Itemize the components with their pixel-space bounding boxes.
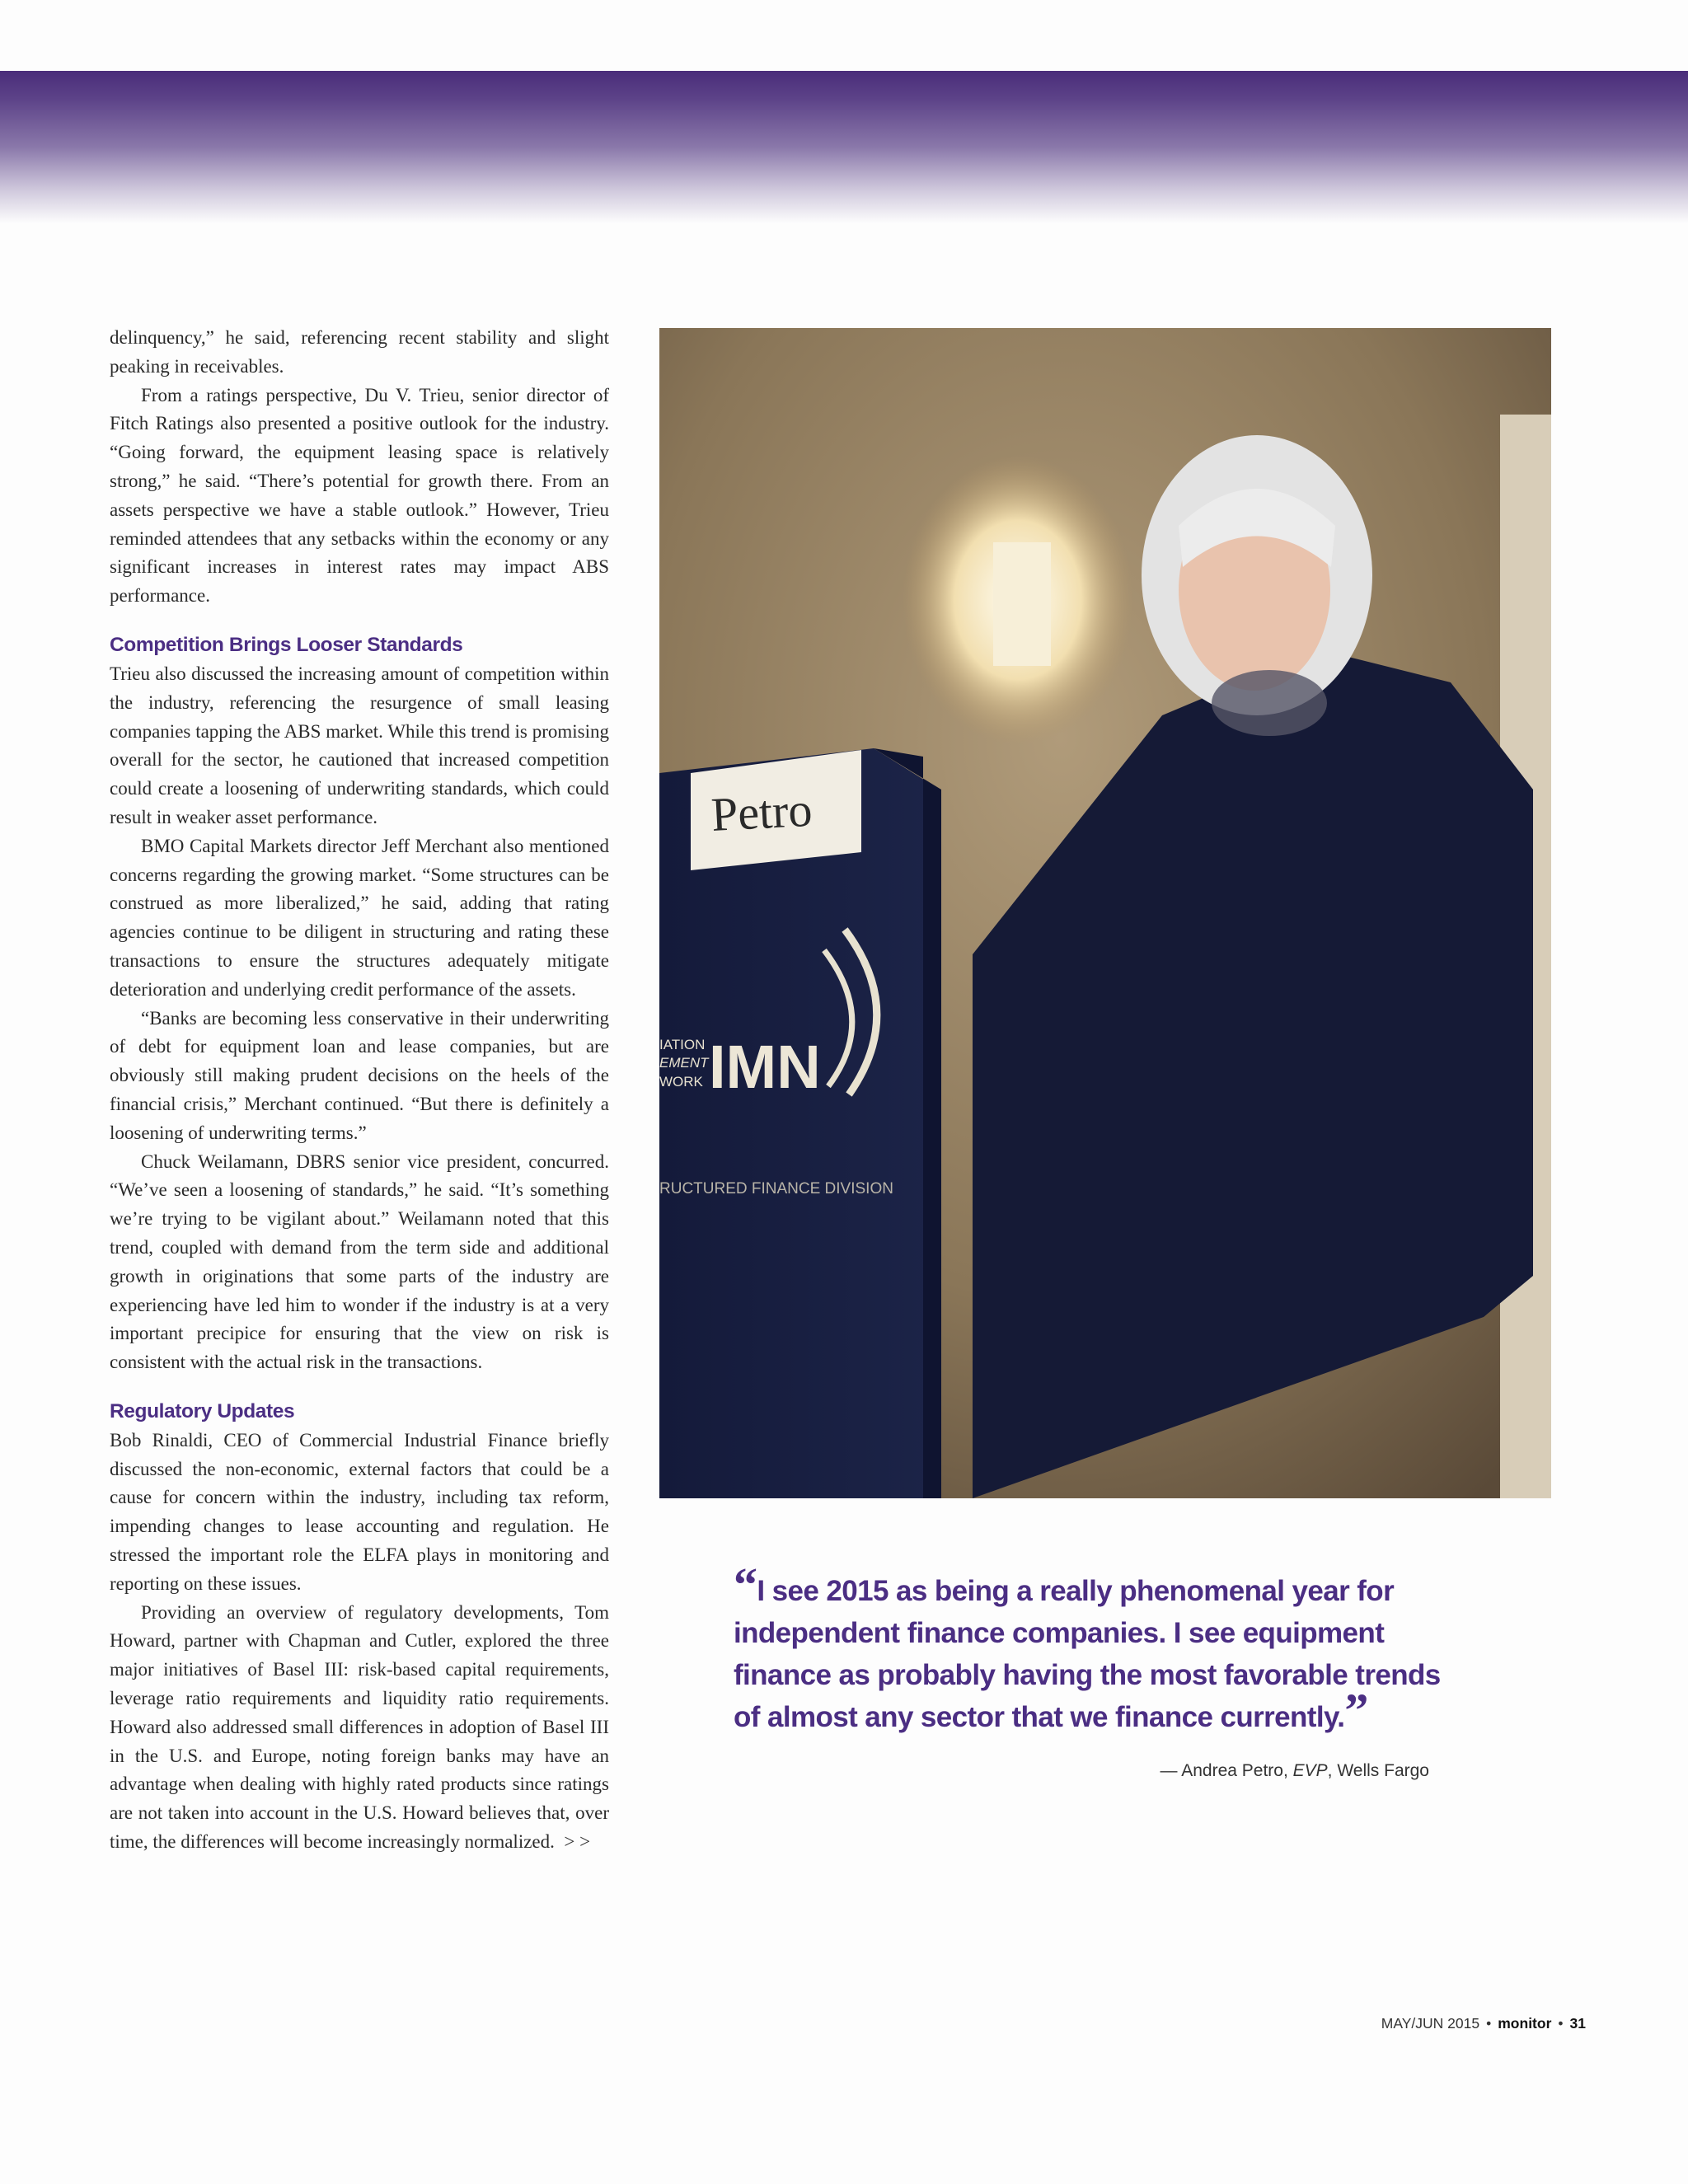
article-paragraph: Trieu also discussed the increasing amount of competition within the industry, referencing the resurgence of small leasing companies tapping the ABS market. While this trend is promising overall for the sector, he cautioned that increased competition could create a loosening of underwriting standards, which could result in weaker asset performance. [110,663,609,827]
page-footer [1381,2015,1586,2032]
article-paragraph: “Banks are becoming less conservative in their underwriting of debt for equipment loan and lease companies, but are obviously still making prudent decisions on the heels of the financial crisis,” Merchant continued. “But there is definitely a loosening of underwriting terms.” [110,1007,609,1143]
magazine-name: monitor [1498,2015,1552,2032]
article-paragraph: delinquency,” he said, referencing recent stability and slight peaking in receivables. [110,327,609,377]
article-column [110,324,609,1857]
podium-logo: IMN [709,1033,821,1101]
nameplate-text: Petro [710,782,814,841]
section-heading: Competition Brings Looser Standards [110,633,463,656]
close-quote-mark: ” [1344,1684,1368,1737]
pull-quote [734,1558,1459,1738]
attribution-company: , Wells Fargo [1327,1761,1429,1780]
article-paragraph: BMO Capital Markets director Jeff Merchant also mentioned concerns regarding the growing market. “Some structures can be construed as more liberalized,” he said, adding that rating agencies continue to be diligent in structuring and rating these transactions to ensure the structures adequately mitigate deterioration and underlying credit performance of the assets. [110,835,609,1000]
podium-text-line: WORK [659,1074,703,1090]
pull-quote-text: I see 2015 as being a really phenomenal year for independent finance companies. I see equipment finance as probably having the most favorable trends of almost any sector that we finance currently. [734,1575,1441,1733]
attribution-name: — Andrea Petro, [1160,1761,1288,1780]
speaker-photo [659,328,1551,1498]
header-gradient-band [0,71,1688,223]
article-paragraph: Chuck Weilamann, DBRS senior vice president, concurred. “We’ve seen a loosening of standards,” he said. “It’s something we’re trying to be vigilant about.” Weilamann noted that this trend, coupled with demand from the term side and additional growth in originations that some parts of the industry are experiencing have led him to wonder if the industry is at a very important precipice for ensuring that the view on risk is consistent with the actual risk in the transactions. [110,1151,609,1373]
page-number: 31 [1569,2015,1586,2032]
section-heading: Regulatory Updates [110,1399,295,1422]
article-paragraph: Bob Rinaldi, CEO of Commercial Industrial Finance briefly discussed the non-economic, external factors that could be a cause for concern within the industry, including tax reform, impending changes to lease accounting and regulation. He stressed the important role the ELFA plays in monitoring and reporting on these issues. [110,1429,609,1594]
bullet-separator: • [1558,2015,1564,2032]
issue-date: MAY/JUN 2015 [1381,2015,1480,2032]
article-paragraph: From a ratings perspective, Du V. Trieu, senior director of Fitch Ratings also presented a positive outlook for the industry. “Going forward, the equipment leasing space is relatively strong,” he said. “There’s potential for growth there. From an assets perspective we have a stable outlook.” However, Trieu reminded attendees that any setbacks within the economy or any significant increases in interest rates may impact ABS performance. [110,384,609,607]
article-paragraph-text: Providing an overview of regulatory developments, Tom Howard, partner with Chapman and Cutler, explored the three major initiatives of Basel III: risk-based capital requirements, leverage ratio requirements and liquidity ratio requirements. Howard also addressed small differences in adoption of Basel III in the U.S. and Europe, noting foreign banks may have an advantage when dealing with highly rated products since ratings are not taken into account in the U.S. Howard believes that, over time, the differences will become increasingly normalized. [110,1601,609,1853]
podium-division-text: RUCTURED FINANCE DIVISION [659,1180,893,1197]
continues-marker: > > [564,1831,591,1853]
open-quote-mark: “ [734,1558,757,1611]
article-paragraph [110,1599,609,1857]
quote-attribution [1160,1761,1429,1781]
attribution-title: EVP [1292,1761,1328,1780]
bullet-separator: • [1486,2015,1492,2032]
podium-text-line: EMENT [659,1055,709,1071]
podium-text-line: IATION [659,1037,706,1052]
